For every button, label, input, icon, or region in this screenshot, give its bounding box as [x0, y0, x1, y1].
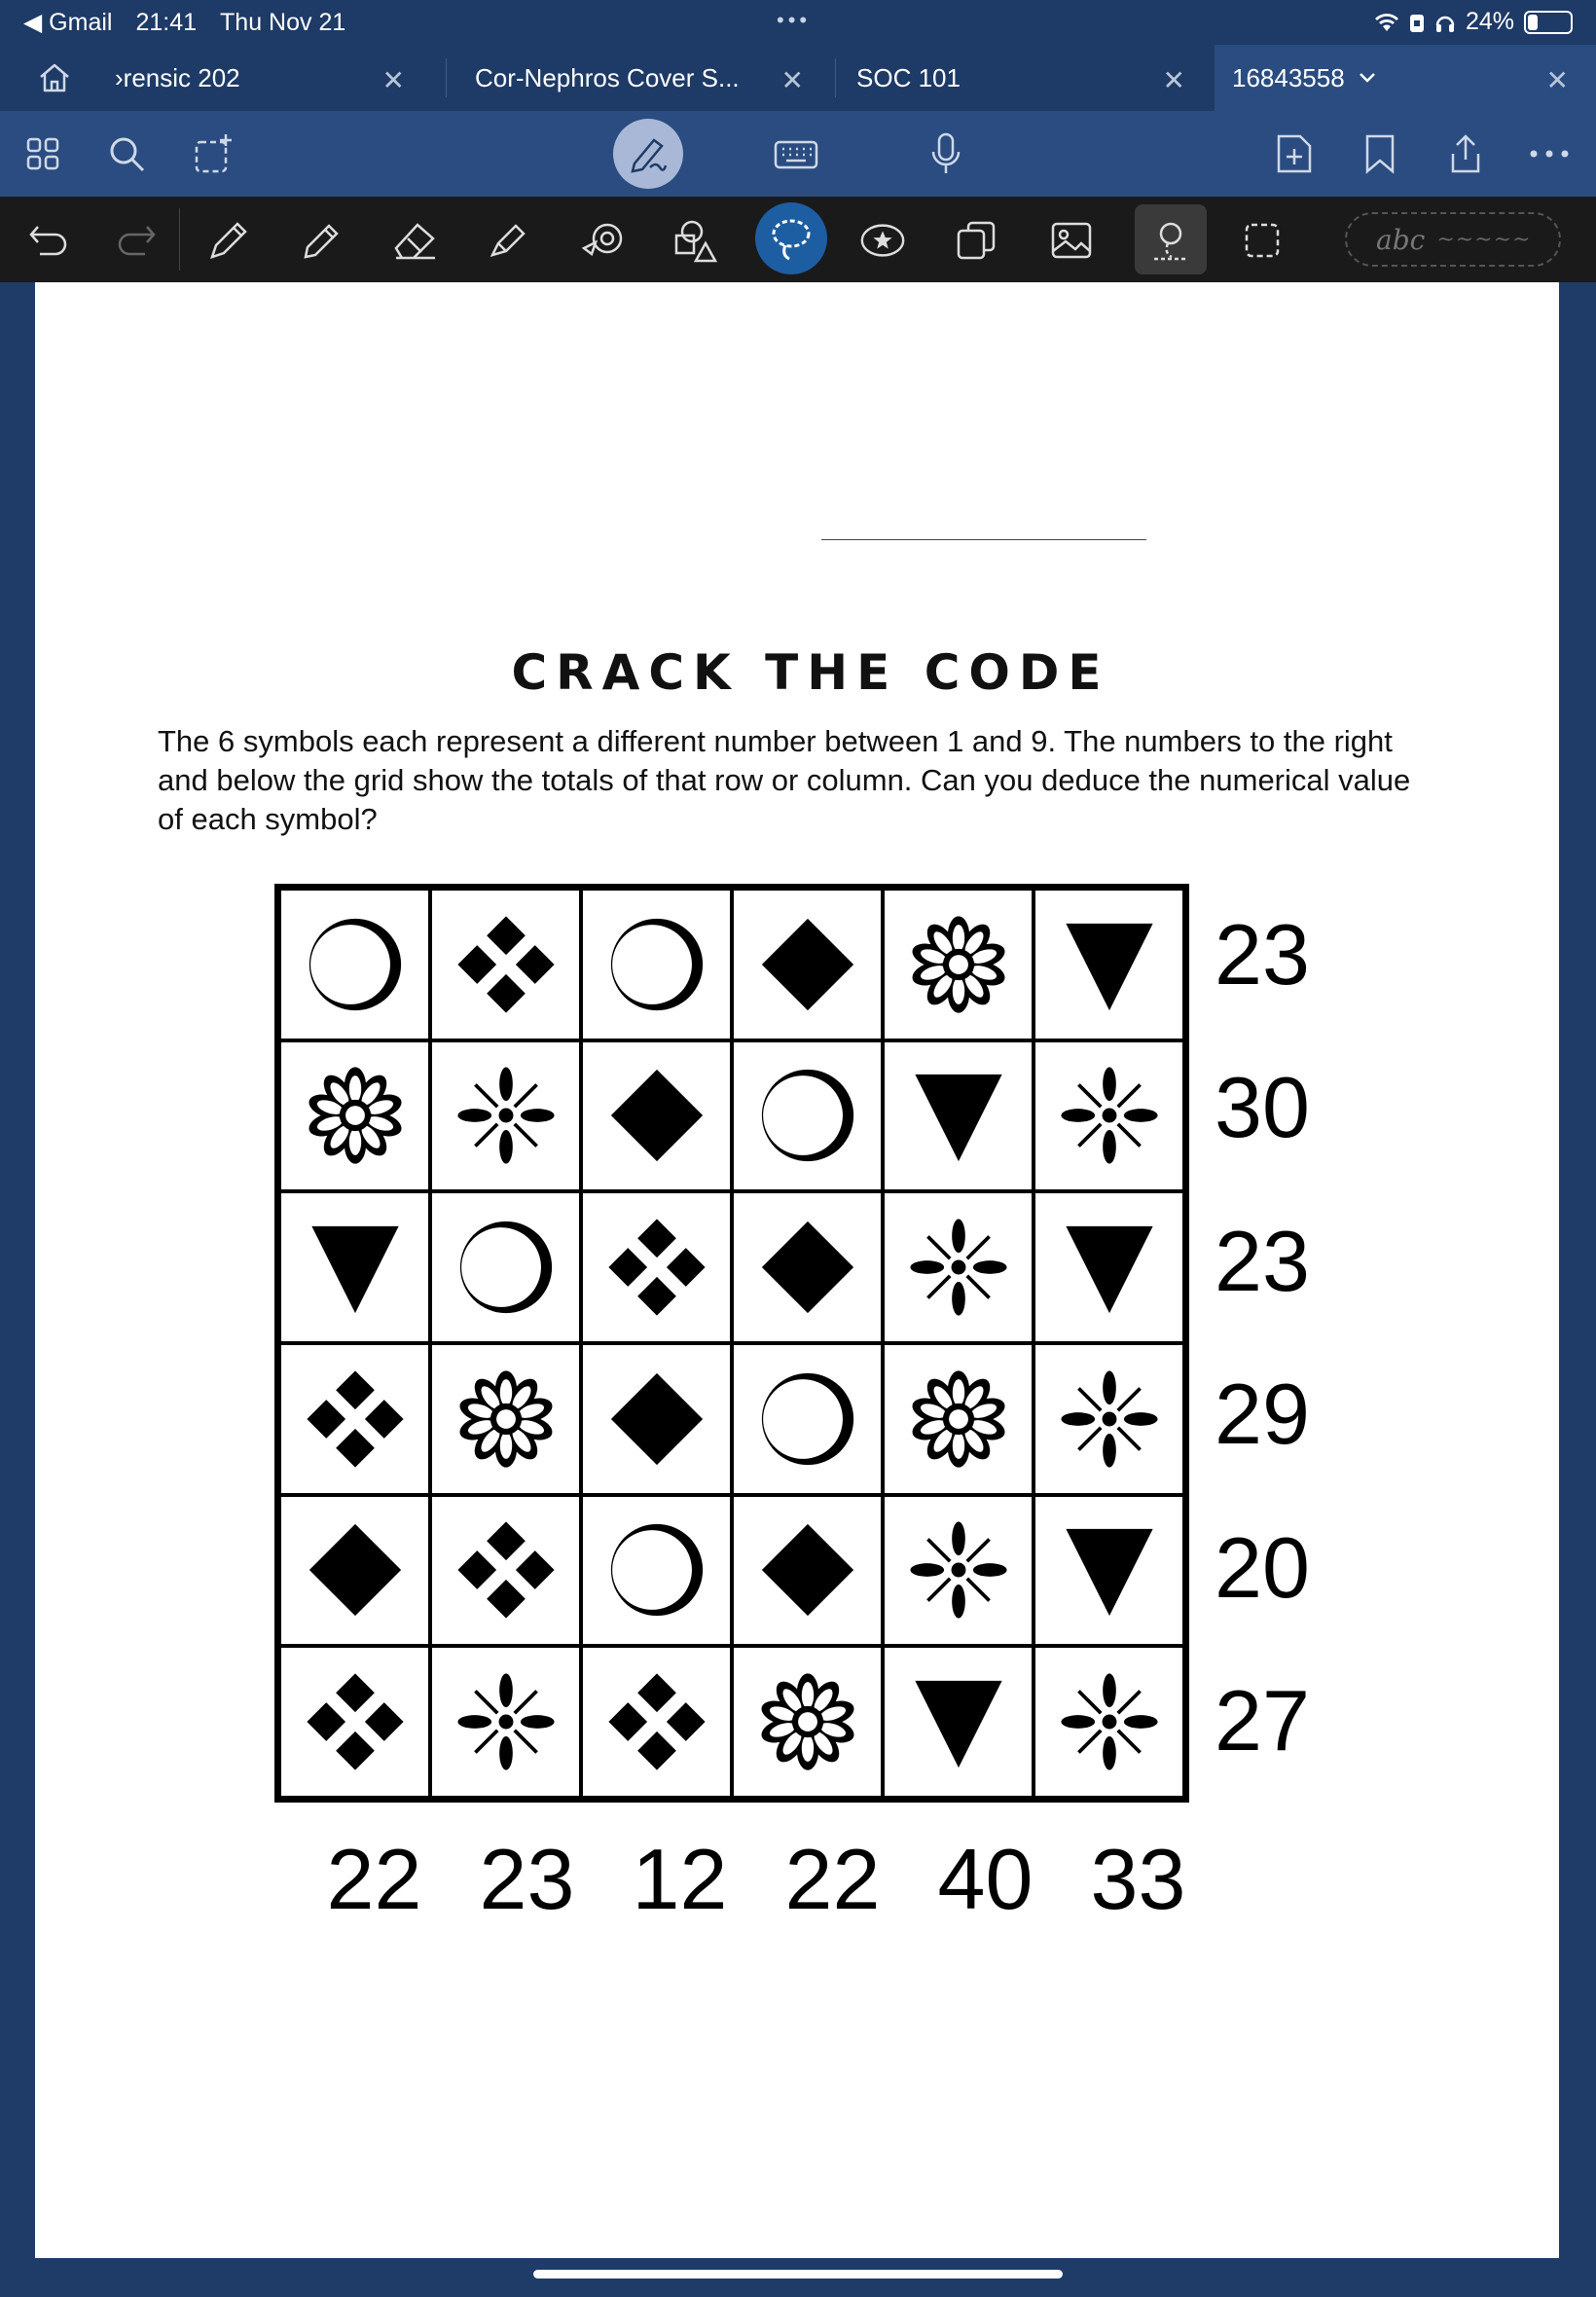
tab-active-document[interactable]	[1215, 45, 1596, 111]
grid-cell	[279, 1040, 430, 1192]
flower-icon	[747, 1661, 868, 1782]
document-page[interactable]	[35, 282, 1559, 2258]
bookmark-icon[interactable]	[1357, 130, 1403, 177]
grid-cell	[883, 1191, 1034, 1343]
four-diamonds-icon	[597, 1207, 717, 1328]
grid-cell	[279, 1191, 430, 1343]
grid-cell	[430, 1495, 581, 1647]
flower-icon	[295, 1055, 416, 1176]
moon-icon	[295, 904, 416, 1025]
microphone-icon[interactable]	[923, 130, 969, 177]
triangle-icon	[1049, 1510, 1170, 1630]
pencil-icon[interactable]	[204, 216, 253, 265]
text-tool-placeholder: abc	[1376, 223, 1426, 256]
highlighter-icon[interactable]	[485, 216, 533, 265]
tab-forensic[interactable]	[97, 45, 432, 111]
text-box-icon[interactable]	[1238, 216, 1287, 265]
grid-cell	[1034, 1495, 1184, 1647]
grid-cell	[581, 1040, 732, 1192]
four-diamonds-icon	[446, 904, 566, 1025]
grid-cell	[883, 1343, 1034, 1495]
row-total: 23	[1215, 906, 1310, 1003]
grid-cell	[732, 1646, 883, 1798]
grid-cell	[732, 1040, 883, 1192]
diamond-icon	[747, 1207, 868, 1328]
grid-cell	[581, 1646, 732, 1798]
chevron-down-icon[interactable]	[1359, 72, 1376, 84]
flower-icon	[898, 1359, 1019, 1479]
eraser-icon[interactable]	[391, 216, 440, 265]
worksheet-instructions: The 6 symbols each represent a different number between 1 and 9. The numbers to the right and below the grid show the totals of that row or column. Can you deduce the numerical value of each symbol?	[158, 724, 1411, 836]
redo-icon[interactable]	[111, 216, 160, 265]
four-diamonds-icon	[446, 1510, 566, 1630]
document-toolbar	[0, 111, 1596, 197]
asterisk-icon	[446, 1055, 566, 1176]
squiggle-icon: ~~~~~	[1436, 227, 1532, 252]
tab-label: SOC 101	[856, 62, 961, 92]
grid-cell	[279, 1646, 430, 1798]
document-tab-bar	[0, 45, 1596, 111]
moon-icon	[747, 1359, 868, 1479]
asterisk-icon	[1049, 1661, 1170, 1782]
asterisk-icon	[898, 1207, 1019, 1328]
moon-icon	[747, 1055, 868, 1176]
battery-percent: 24%	[1465, 8, 1514, 35]
back-to-app-link[interactable]: ◀ Gmail	[23, 9, 113, 36]
home-icon[interactable]	[35, 58, 74, 97]
column-total: 40	[937, 1831, 1034, 1927]
four-diamonds-icon	[295, 1359, 416, 1479]
home-indicator[interactable]	[533, 2270, 1063, 2279]
close-icon[interactable]: ✕	[780, 65, 804, 95]
tab-divider	[446, 58, 447, 97]
status-bar	[0, 0, 1596, 45]
close-icon[interactable]: ✕	[1162, 65, 1185, 95]
asterisk-icon	[1049, 1359, 1170, 1479]
undo-icon[interactable]	[25, 216, 74, 265]
text-tool-button[interactable]	[1345, 212, 1561, 267]
moon-icon	[597, 1510, 717, 1630]
triangle-icon	[898, 1661, 1019, 1782]
close-icon[interactable]: ✕	[381, 65, 405, 95]
asterisk-icon	[1049, 1055, 1170, 1176]
tab-label: ›rensic 202	[115, 62, 240, 92]
diamond-icon	[747, 1510, 868, 1630]
triangle-icon	[1049, 904, 1170, 1025]
grid-cell	[430, 1646, 581, 1798]
flower-icon	[898, 904, 1019, 1025]
four-diamonds-icon	[295, 1661, 416, 1782]
name-line	[821, 539, 1146, 540]
multitasking-dots-icon[interactable]: •••	[777, 8, 812, 32]
asterisk-icon	[446, 1661, 566, 1782]
grid-cell	[279, 889, 430, 1040]
moon-icon	[597, 904, 717, 1025]
grid-cell	[883, 1495, 1034, 1647]
pen-toolbar	[0, 197, 1596, 282]
status-date: Thu Nov 21	[220, 8, 346, 36]
worksheet-title: CRACK THE CODE	[511, 644, 1110, 701]
grid-cell	[430, 1191, 581, 1343]
grid-cell	[279, 1343, 430, 1495]
image-icon[interactable]	[1047, 216, 1096, 265]
battery-icon	[1524, 11, 1573, 34]
diamond-icon	[597, 1055, 717, 1176]
grid-cell	[883, 889, 1034, 1040]
moon-icon	[446, 1207, 566, 1328]
row-total: 27	[1215, 1672, 1310, 1768]
status-time: 21:41	[135, 8, 198, 36]
diamond-icon	[295, 1510, 416, 1630]
row-total: 20	[1215, 1519, 1310, 1616]
column-total: 33	[1090, 1831, 1186, 1927]
search-icon[interactable]	[103, 130, 150, 177]
grid-cell	[732, 889, 883, 1040]
tab-label: 16843558	[1232, 62, 1345, 92]
grid-cell	[430, 1343, 581, 1495]
column-total: 22	[784, 1831, 881, 1927]
toolbar-divider	[179, 208, 180, 271]
grid-cell	[581, 1343, 732, 1495]
lock-rotation-icon	[1409, 12, 1425, 33]
diamond-icon	[747, 904, 868, 1025]
wifi-icon	[1374, 12, 1399, 33]
four-diamonds-icon	[597, 1661, 717, 1782]
sticker-icon[interactable]	[858, 216, 907, 265]
pen-mode-icon[interactable]	[625, 130, 671, 177]
grid-cell	[732, 1191, 883, 1343]
row-total: 29	[1215, 1366, 1310, 1462]
grid-cell	[279, 1495, 430, 1647]
keyboard-icon[interactable]	[773, 130, 819, 177]
grid-cell	[732, 1495, 883, 1647]
copy-icon[interactable]	[952, 216, 1000, 265]
triangle-icon	[295, 1207, 416, 1328]
grid-cell	[581, 889, 732, 1040]
grid-cell	[1034, 1191, 1184, 1343]
column-total: 22	[326, 1831, 422, 1927]
diamond-icon	[597, 1359, 717, 1479]
new-page-icon[interactable]	[1271, 130, 1318, 177]
triangle-icon	[1049, 1207, 1170, 1328]
add-page-icon[interactable]	[189, 130, 236, 177]
more-icon[interactable]	[1526, 130, 1573, 177]
grid-cell	[883, 1646, 1034, 1798]
grid-cell	[581, 1191, 732, 1343]
grid-cell	[883, 1040, 1034, 1192]
lasso-select-icon[interactable]	[1146, 216, 1195, 265]
pen-icon[interactable]	[298, 216, 346, 265]
grid-view-icon[interactable]	[19, 130, 66, 177]
tab-soc-101[interactable]	[839, 45, 1213, 111]
tab-cor-nephros[interactable]	[457, 45, 831, 111]
grid-cell	[1034, 1646, 1184, 1798]
headphones-icon	[1434, 12, 1456, 33]
column-totals	[298, 1830, 1232, 1937]
grid-cell	[430, 889, 581, 1040]
flower-icon	[446, 1359, 566, 1479]
grid-cell	[581, 1495, 732, 1647]
symbol-grid	[274, 884, 1189, 1803]
asterisk-icon	[898, 1510, 1019, 1630]
tab-label: Cor-Nephros Cover S...	[475, 62, 740, 92]
grid-cell	[1034, 889, 1184, 1040]
shape-icon[interactable]	[578, 216, 627, 265]
column-total: 23	[479, 1831, 575, 1927]
elements-icon[interactable]	[671, 216, 720, 265]
grid-cell	[1034, 1343, 1184, 1495]
grid-cell	[430, 1040, 581, 1192]
grid-cell	[732, 1343, 883, 1495]
lasso-icon[interactable]	[767, 216, 816, 265]
grid-cell	[1034, 1040, 1184, 1192]
share-icon[interactable]	[1442, 130, 1489, 177]
tab-divider	[835, 58, 836, 97]
row-total: 30	[1215, 1059, 1310, 1155]
column-total: 12	[632, 1831, 728, 1927]
triangle-icon	[898, 1055, 1019, 1176]
close-icon[interactable]: ✕	[1545, 65, 1569, 95]
row-total: 23	[1215, 1213, 1310, 1309]
